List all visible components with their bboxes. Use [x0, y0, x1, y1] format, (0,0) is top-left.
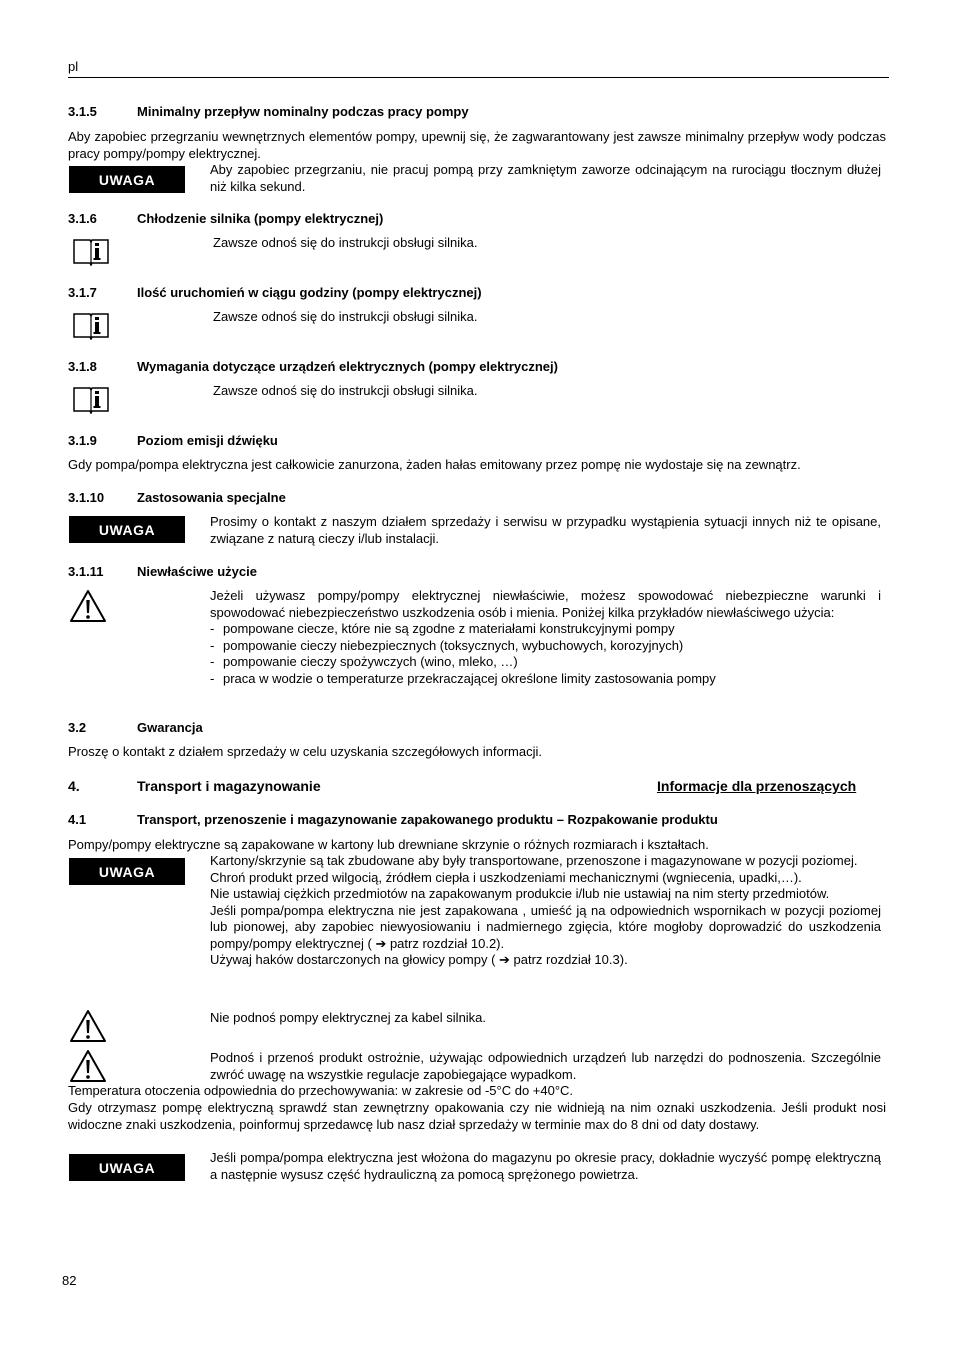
chapter-heading-4	[68, 778, 898, 794]
paragraph-damage-check: Gdy otrzymasz pompę elektryczną sprawdź stan zewnętrzny opakowania czy nie widnieją na nim oznaki uszkodzenia. Jeśli produkt nosi widoczne znaki uszkodzenia, poinformuj sprzedawcę lub nasz dział sprzedaży w terminie max do 8 dni od daty dostawy.	[68, 1100, 886, 1132]
section-number: 3.1.9	[68, 433, 97, 448]
warning-triangle-icon	[69, 1049, 107, 1083]
section-number: 3.1.8	[68, 359, 97, 374]
uwaga-badge: UWAGA	[69, 858, 185, 885]
note-line: Używaj haków dostarczonych na głowicy pompy ( ➔ patrz rozdział 10.3).	[210, 952, 628, 967]
section-title: Minimalny przepływ nominalny podczas pracy pompy	[137, 104, 469, 119]
motor-manual-reference: Zawsze odnoś się do instrukcji obsługi silnika.	[213, 235, 478, 250]
section-heading-3-1-11	[68, 564, 898, 580]
note-packaging	[210, 853, 881, 969]
page-number: 82	[62, 1273, 77, 1288]
list-item: - praca w wodzie o temperaturze przekraczającej określone limity zastosowania pompy	[210, 671, 881, 688]
section-number: 3.1.10	[68, 490, 105, 505]
section-title: Poziom emisji dźwięku	[137, 433, 278, 448]
paragraph-noise: Gdy pompa/pompa elektryczna jest całkowicie zanurzona, żaden hałas emitowany przez pompę nie wydostaje się na zewnątrz.	[68, 457, 801, 472]
section-title: Niewłaściwe użycie	[137, 564, 257, 579]
section-title: Wymagania dotyczące urządzeń elektrycznych (pompy elektrycznej)	[137, 359, 558, 374]
section-heading-3-1-10	[68, 490, 898, 506]
section-number: 3.1.11	[68, 564, 104, 579]
paragraph-packaging: Pompy/pompy elektryczne są zapakowane w kartony lub drewniane skrzynie o różnych rozmiarach i kształtach.	[68, 837, 709, 852]
misuse-intro: Jeżeli używasz pompy/pompy elektrycznej niewłaściwie, możesz spowodować niebezpieczne warunki i spowodować niebezpieczeństwo uszkodzenia osób i mienia. Poniżej kilka przykładów niewłaściwego użycia:	[210, 588, 881, 620]
paragraph-min-flow: Aby zapobiec przegrzaniu wewnętrznych elementów pompy, upewnij się, że zagwarantowany jest zawsze minimalny przepływ wody podczas pracy pompy/pompy elektrycznej.	[68, 129, 886, 161]
paragraph-warranty: Proszę o kontakt z działem sprzedaży w celu uzyskania szczegółowych informacji.	[68, 744, 542, 759]
note-line: Kartony/skrzynie są tak zbudowane aby były transportowane, przenoszone i magazynowane w pozycji poziomej.	[210, 853, 858, 868]
manual-info-icon	[72, 236, 110, 266]
language-code: pl	[68, 59, 79, 74]
chapter-title: Transport i magazynowanie	[137, 778, 321, 794]
section-heading-3-1-5	[68, 104, 898, 120]
note-line: Chroń produkt przed wilgocią, źródłem ciepła i uszkodzeniami mechanicznymi (wgniecenia, upadki,…).	[210, 869, 802, 885]
warning-triangle-icon	[69, 589, 107, 623]
section-title: Chłodzenie silnika (pompy elektrycznej)	[137, 211, 384, 226]
section-title: Zastosowania specjalne	[137, 490, 286, 505]
uwaga-badge: UWAGA	[69, 1154, 185, 1181]
chapter-number: 4.	[68, 778, 80, 794]
section-number: 3.1.6	[68, 211, 97, 226]
note-storage-cleaning: Jeśli pompa/pompa elektryczna jest włożona do magazynu po okresie pracy, dokładnie wyczyść pompę elektryczną a następnie wysusz część hydrauliczną za pomocą sprężonego powietrza.	[210, 1150, 881, 1182]
manual-info-icon	[72, 384, 110, 414]
uwaga-badge: UWAGA	[69, 516, 185, 543]
motor-manual-reference: Zawsze odnoś się do instrukcji obsługi silnika.	[213, 383, 478, 398]
header-rule	[68, 77, 889, 78]
misuse-list	[210, 621, 881, 687]
section-heading-3-1-6	[68, 211, 898, 227]
uwaga-badge: UWAGA	[69, 166, 185, 193]
section-number: 3.1.7	[68, 285, 97, 300]
warning-lifting: Podnoś i przenoś produkt ostrożnie, używając odpowiednich urządzeń lub narzędzi do podnoszenia. Szczególnie zwróć uwagę na wszystkie regulacje zapobiegające wypadkom.	[210, 1050, 881, 1082]
misuse-block	[210, 588, 881, 687]
section-title: Ilość uruchomień w ciągu godziny (pompy elektrycznej)	[137, 285, 482, 300]
note-line: Jeśli pompa/pompa elektryczna nie jest zapakowana , umieść ją na odpowiednich wspornikach w pozycji poziomej lub pionowej, aby zapobiec niewyosiowaniu i nadmiernego zgięcia, które mogłoby doprowadzić do uszkodzenia pompy/pompy elektrycznej ( ➔ patrz rozdział 10.2).	[210, 902, 881, 951]
audience-label: Informacje dla przenoszących	[657, 778, 857, 794]
list-item: - pompowanie cieczy spożywczych (wino, mleko, …)	[210, 654, 881, 671]
section-number: 4.1	[68, 812, 87, 827]
note-min-flow: Aby zapobiec przegrzaniu, nie pracuj pompą przy zamkniętym zaworze odcinającym na rurociągu tłocznym dłużej niż kilka sekund.	[210, 162, 881, 194]
section-title: Gwarancja	[137, 720, 203, 735]
warning-triangle-icon	[69, 1009, 107, 1043]
note-special-applications: Prosimy o kontakt z naszym działem sprzedaży i serwisu w przypadku wystąpienia sytuacji innych niż te opisane, związane z naturą cieczy i/lub instalacji.	[210, 514, 881, 546]
section-heading-3-1-8	[68, 359, 898, 375]
section-heading-3-1-9	[68, 433, 898, 449]
note-line: Nie ustawiaj ciężkich przedmiotów na zapakowanym produkcie i/lub nie ustawiaj na nim sterty przedmiotów.	[210, 886, 830, 901]
list-item: - pompowanie cieczy niebezpiecznych (toksycznych, wybuchowych, korozyjnych)	[210, 638, 881, 655]
section-title: Transport, przenoszenie i magazynowanie zapakowanego produktu – Rozpakowanie produktu	[137, 812, 718, 827]
section-heading-4-1	[68, 812, 898, 828]
warning-cable: Nie podnoś pompy elektrycznej za kabel silnika.	[210, 1010, 487, 1025]
motor-manual-reference: Zawsze odnoś się do instrukcji obsługi silnika.	[213, 309, 478, 324]
list-item: - pompowane ciecze, które nie są zgodne z materiałami konstrukcyjnymi pompy	[210, 621, 881, 638]
section-number: 3.1.5	[68, 104, 97, 119]
section-heading-3-2	[68, 720, 898, 736]
section-number: 3.2	[68, 720, 87, 735]
section-heading-3-1-7	[68, 285, 898, 301]
manual-info-icon	[72, 310, 110, 340]
paragraph-storage-temperature: Temperatura otoczenia odpowiednia do przechowywania: w zakresie od -5°C do +40°C.	[68, 1083, 574, 1098]
